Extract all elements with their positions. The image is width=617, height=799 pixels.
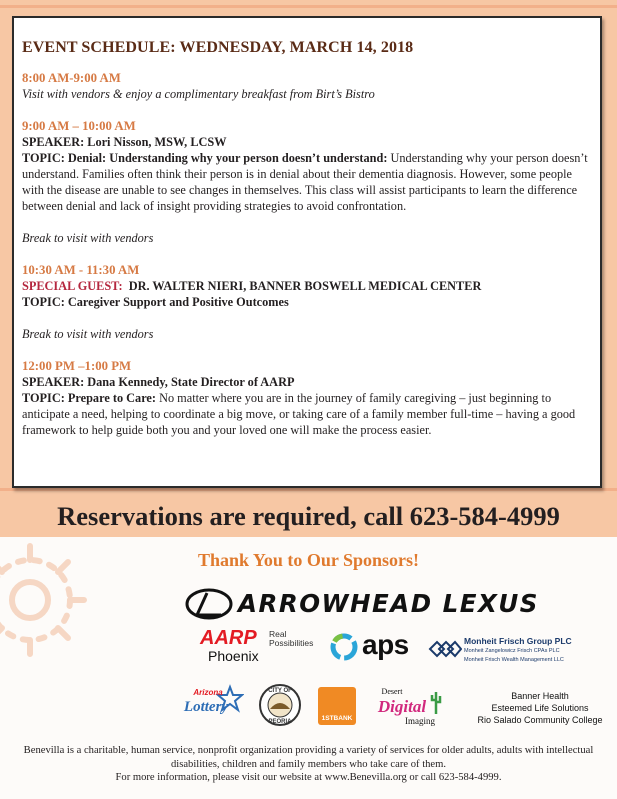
time-slot-1: 8:00 AM-9:00 AM — [22, 71, 121, 85]
break-1: Break to visit with vendors — [22, 231, 154, 245]
topic-1-text: Understanding why your person doesn’t understand. Families often think their person is in denial about their dementia diagnosis. However, some people with the disease are unable to see changes in themselves. This class will assist participants to learn the difference between denial and lack of insight providing strategies to avoid confrontation. — [22, 151, 588, 213]
topic-1 — [22, 150, 594, 214]
aarp-phoenix-logo — [200, 628, 320, 666]
topic-1-label: TOPIC: Denial: Understanding why your person doesn’t understand: — [22, 151, 388, 165]
monheit-diamond-icon — [428, 634, 462, 664]
topic-4-text: No matter where you are in the journey of family caregiving – just beginning to anticipate a need, helping to coordinate a big move, or taking care of a family member full-time – having a good framework to help guide both you and your loved one will make the process easier. — [22, 391, 576, 437]
peoria-bottom: PEORIA — [268, 719, 292, 725]
band-stripe — [0, 5, 617, 8]
schedule-title: EVENT SCHEDULE: WEDNESDAY, MARCH 14, 2018 — [22, 39, 414, 56]
topic-3: TOPIC: Caregiver Support and Positive Outcomes — [22, 295, 289, 309]
lottery-name: Lottery — [183, 699, 229, 715]
monheit-line2: Monheit Zangelowicz Frisch CPAs PLC — [464, 648, 560, 654]
onebank-name: 1STBANK — [321, 715, 353, 722]
lottery-state: Arizona — [193, 688, 223, 697]
schedule-panel — [12, 16, 602, 488]
reservation-text: Reservations are required, call 623-584-4999 — [57, 501, 560, 531]
special-guest — [22, 278, 594, 294]
footer — [20, 744, 597, 785]
topic-4 — [22, 390, 594, 438]
sponsors-heading: Thank You to Our Sponsors! — [197, 550, 420, 570]
monheit-name: Monheit Frisch Group PLC — [464, 636, 572, 646]
ddi-bottom: Imaging — [405, 716, 435, 726]
aarp-tagline: Real Possibilities — [269, 629, 314, 648]
time-slot-3: 10:30 AM - 11:30 AM — [22, 263, 140, 277]
time-slot-2: 9:00 AM – 10:00 AM — [22, 119, 136, 133]
footer-description: Benevilla is a charitable, human service, nonprofit organization providing a variety of services for older adults, adults with intellectual disabilities, children and family members who take care of them. — [23, 745, 594, 770]
speaker-1: SPEAKER: Lori Nisson, MSW, LCSW — [22, 135, 227, 149]
schedule-content — [22, 40, 594, 438]
monheit-frisch-logo — [428, 634, 608, 670]
arizona-lottery-logo — [182, 683, 244, 723]
special-guest-name: DR. WALTER NIERI, BANNER BOSWELL MEDICAL CENTER — [122, 279, 482, 293]
text-sponsors-list — [466, 690, 614, 726]
break-2: Break to visit with vendors — [22, 327, 154, 341]
monheit-line3: Monheit Frisch Wealth Management LLC — [464, 657, 564, 663]
sponsor-esteemed-life: Esteemed Life Solutions — [491, 703, 589, 713]
special-guest-label: SPECIAL GUEST: — [22, 279, 123, 293]
city-of-peoria-seal — [258, 683, 302, 727]
arrowhead-lexus-logo-text: ARROWHEAD LEXUS — [238, 589, 539, 618]
band-stripe — [0, 488, 617, 491]
breakfast-description: Visit with vendors & enjoy a complimentary breakfast from Birt’s Bistro — [22, 87, 375, 101]
sponsor-banner-health: Banner Health — [511, 691, 569, 701]
sponsor-rio-salado: Rio Salado Community College — [477, 715, 603, 725]
aarp-region: Phoenix — [208, 648, 259, 664]
footer-contact: For more information, please visit our website at www.Benevilla.org or call 623-584-4999. — [115, 772, 502, 783]
ddi-top: Desert — [381, 687, 403, 696]
ddi-middle: Digital — [377, 697, 427, 716]
desert-digital-imaging-logo — [372, 686, 448, 726]
1stbank-logo — [318, 687, 356, 725]
topic-4-label: TOPIC: Prepare to Care: — [22, 391, 156, 405]
aarp-brand: AARP — [200, 627, 257, 649]
speaker-4: SPEAKER: Dana Kennedy, State Director of AARP — [22, 375, 295, 389]
peoria-top: CITY OF — [268, 688, 292, 694]
time-slot-4: 12:00 PM –1:00 PM — [22, 359, 132, 373]
aps-logo-text: aps — [362, 629, 409, 660]
